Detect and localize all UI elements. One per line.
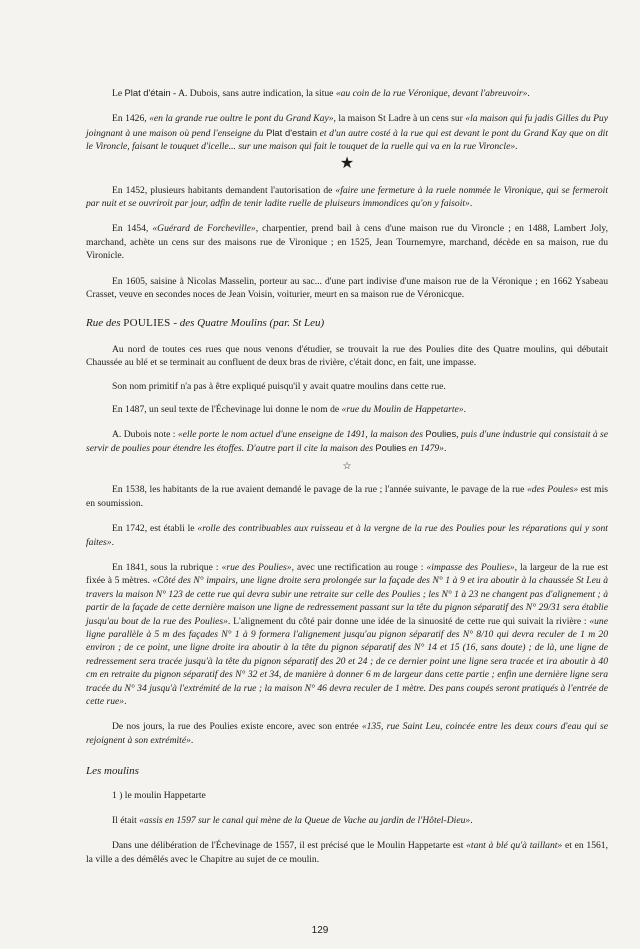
quote: «tant à blé qu'à taillant» — [466, 840, 563, 852]
quote: «Côté des N° impairs, une ligne droite sera prolongée sur la façade des N° 1 à 9 et ira aboutir à la chaussée St Leu à travers la maison N° 123 de cette rue qui devra subir une retraite sur celle des Poulies ; les N° 1 à 23 ne changent pas d'alignement ; à partir de la façade de cette dernière maison une ligne de redressement passant sur la tête du pignon séparatif des N° 29/31 sera établie jusqu'au bout de la rue des Poulies» — [86, 575, 609, 627]
paragraph-nord: Au nord de toutes ces rues que nous venons d'étudier, se trouvait la rue des Poulies dite des Quatre moulins, qui débutait Chaussée au blé et se terminait au confluent de deux bras de rivière, c'était donc, en fait, une impasse. — [86, 343, 608, 369]
paragraph-1538: En 1538, les habitants de la rue avaient demandé le pavage de la rue ; l'année suivante, le pavage de la rue «des Poules» est mis en soumission. — [86, 484, 608, 509]
paragraph-nom-primitif: Son nom primitif n'a pas à être expliqué puisqu'il y avait quatre moulins dans cette rue. — [112, 380, 446, 392]
paragraph-1605: En 1605, saisine à Nicolas Masselin, porteur au sac... d'une part indivise d'une maison rue de la Véronique ; en 1662 Ysabeau Crasset, veuve en secondes noces de Jean Voisin, voiturier, meurt en sa maison rue de Véronicque. — [86, 275, 608, 301]
paragraph-1454: En 1454, «Guérard de Forcheville», charpentier, prend bail à cens d'une maison rue du Vironcle ; en 1488, Lambert Joly, marchand, achète un cens sur des maisons rue de Vironique ; en 1525, Jean Tournemyre, marchand, décède en sa maison, rue du Vironicle. — [86, 223, 609, 262]
quote: , puis d'une industrie qui consistait à se servir de poulies pour étendre les étoffes. D'autre part il cite la maison des — [86, 428, 609, 454]
bold-term: Plat d'estain — [266, 126, 318, 138]
quote: «rue des Poulies» — [221, 561, 292, 573]
paragraph-1841: En 1841, sous la rubrique : «rue des Poulies», avec une rectification au rouge : «impasse des Poulies», la largeur de la rue est fixée à 5 mètres. «Côté des N° impairs, une ligne droite sera prolongée sur la façade des N° 1 à 9 et ira aboutir à la chaussée St Leu à travers la maison N° 123 de cette rue qui devra subir une retraite sur celle des Poulies ; les N° 1 à 23 ne changent pas d'alignement ; à partir de la façade de cette dernière maison une ligne de redressement passant sur la tête du pignon séparatif des N° 29/31 sera établie jusqu'au bout de la rue des Poulies». L'alignement du côté pair donne une idée de la sinuosité de cette rue qui suivait la rivière : «une ligne parallèle à 5 m des façades N° 1 à 9 formera l'alignement jusqu'au pignon séparatif des N° 8/10 qui devra reculer de 1 m 20 environ ; de ce point, une ligne droite ira aboutir à la tête du pignon séparatif des N° 14 et 15 (16, sans doute) ; de là, une ligne de redressement sera tracée jusqu'à la tête du pignon séparatif des 20 et 24 ; de ce dernier point une ligne sera tracée et ira aboutir à 40 cm en retraite du pignon séparatif des N° 32 et 34, de manière à donner 6 m de largeur dans cette partie ; enfin une dernière ligne sera tracée du N° 34 jusqu'à l'extrémité de la rue ; la maison N° 46 devra reculer de 1 mètre. Des pans coupés seront pratiqués à l'entrée de cette rue». — [86, 561, 609, 707]
quote: en 1479» — [406, 442, 444, 454]
paragraph-1426: En 1426, «en la grande rue oultre le pont du Grand Kay», la maison St Ladre à un cens sur «la maison qui fu jadis Gilles du Puy joingnant à une maison où pend l'enseigne du Plat d'estain et d'un autre costé à la rue qui est devant le pont du Grand Kay que on dit le Vironcle, faisant le touquet d'icelle... sur une maison qui fait le touquet de la ruelle qui va en la rue Vironcle». — [86, 113, 608, 153]
quote: «des Poules» — [526, 484, 579, 496]
quote: «assis en 1597 sur le canal qui mène de la Queue de Vache au jardin de l'Hôtel-Dieu» — [139, 815, 471, 827]
page-number: 129 — [311, 925, 329, 936]
paragraph-dubois-note: A. Dubois note : «elle porte le nom actuel d'une enseigne de 1491, la maison des Poulies, puis d'une industrie qui consistait à se servir de poulies pour étendre les étoffes. D'autre part il cite la maison des Poulies en 1479». — [86, 427, 609, 454]
bold-term: Plat d'étain — [124, 87, 171, 98]
bold-term: Poulies — [425, 427, 457, 439]
quote: «rolle des contribuables aux ruisseau et à la vergne de la rue des Poulies pour les réparations qui y sont faites» — [86, 523, 608, 548]
list-item-moulin-happetarte: 1 ) le moulin Happetarte — [112, 789, 206, 801]
quote: «faire une fermeture à la ruele nommée le Vironique, qui se fermeroit par nuit et se ouvriroit par jour, adfin de tenir ladite ruelle de pluiseurs immondices qu'on y faisoit» — [86, 184, 608, 210]
quote: «impasse des Poulies» — [426, 561, 515, 573]
paragraph-1452: En 1452, plusieurs habitants demandent l'autorisation de «faire une fermeture à la ruele nommée le Vironique, qui se fermeroit par nuit et se ouvriroit par jour, adfin de tenir ladite ruelle de pluiseurs immondices qu'on y faisoit». — [86, 184, 608, 210]
quote: «rue du Moulin de Happetarte» — [341, 404, 464, 416]
section-heading-rue-des-poulies: Rue des POULIES - des Quatre Moulins (par. St Leu) — [86, 317, 325, 330]
paragraph-1742: En 1742, est établi le «rolle des contribuables aux ruisseau et à la vergne de la rue des Poulies pour les réparations qui y sont faites». — [86, 523, 608, 548]
paragraph-1487: En 1487, un seul texte de l'Échevinage lui donne le nom de «rue du Moulin de Happetarte». — [112, 404, 466, 416]
quote: «une ligne parallèle à 5 m des façades N° 1 à 9 formera l'alignement jusqu'au pignon séparatif des N° 8/10 qui devra reculer de 1 m 20 environ ; de ce point, une ligne droite ira aboutir à la tête du pignon séparatif des N° 14 et 15 (16, sans doute) ; de là, une ligne de redressement sera tracée jusqu'à la tête du pignon séparatif des 20 et 24 ; de ce dernier point une ligne sera tracée et ira aboutir à 40 cm en retraite du pignon séparatif des N° 32 et 34, de manière à donner 6 m de largeur dans cette partie ; enfin une dernière ligne sera tracée du N° 34 jusqu'à l'extrémité de la rue ; la maison N° 46 devra reculer de 1 mètre. Des pans coupés seront pratiqués à l'entrée de cette rue» — [86, 615, 608, 707]
black-star-ornament: ★ — [339, 154, 355, 172]
quote: «la maison qui fu jadis Gilles du Puy joingnant à une maison où pend l'enseigne du — [86, 113, 608, 139]
section-heading-les-moulins: Les moulins — [86, 765, 139, 778]
quote: «135, rue Saint Leu, coincée entre les deux cours d'eau qui se rejoignent à son extrémité» — [86, 721, 608, 746]
paragraph-de-nos-jours: De nos jours, la rue des Poulies existe encore, avec son entrée «135, rue Saint Leu, coincée entre les deux cours d'eau qui se rejoignent à son extrémité». — [86, 721, 608, 746]
quote: «Guérard de Forcheville» — [152, 223, 256, 235]
paragraph-1597: Il était «assis en 1597 sur le canal qui mène de la Queue de Vache au jardin de l'Hôtel-Dieu». — [112, 815, 473, 827]
paragraph-plat-etain: Le Plat d'étain - A. Dubois, sans autre indication, la situe «au coin de la rue Véronique, devant l'abreuvoir». — [112, 87, 530, 99]
quote: «en la grande rue oultre le pont du Grand Kay» — [149, 113, 334, 125]
bold-term: Poulies — [375, 441, 407, 453]
paragraph-1557: Dans une délibération de l'Échevinage de 1557, il est précisé que le Moulin Happetarte est «tant à blé qu'à taillant» et en 1561, la ville a des démêlés avec le Chapitre au sujet de ce moulin. — [86, 840, 608, 865]
quote: «elle porte le nom actuel d'une enseigne de 1491, la maison des — [177, 428, 426, 440]
quote: et d'un autre costé à la rue qui est devant le pont du Grand Kay que on dit le Vironcle, faisant le touquet d'icelle... sur une maison qui fait le touquet de la ruelle qui va en la rue Vironcle» — [86, 127, 608, 153]
quote: «au coin de la rue Véronique, devant l'abreuvoir» — [335, 88, 528, 99]
white-star-ornament: ☆ — [342, 461, 352, 473]
